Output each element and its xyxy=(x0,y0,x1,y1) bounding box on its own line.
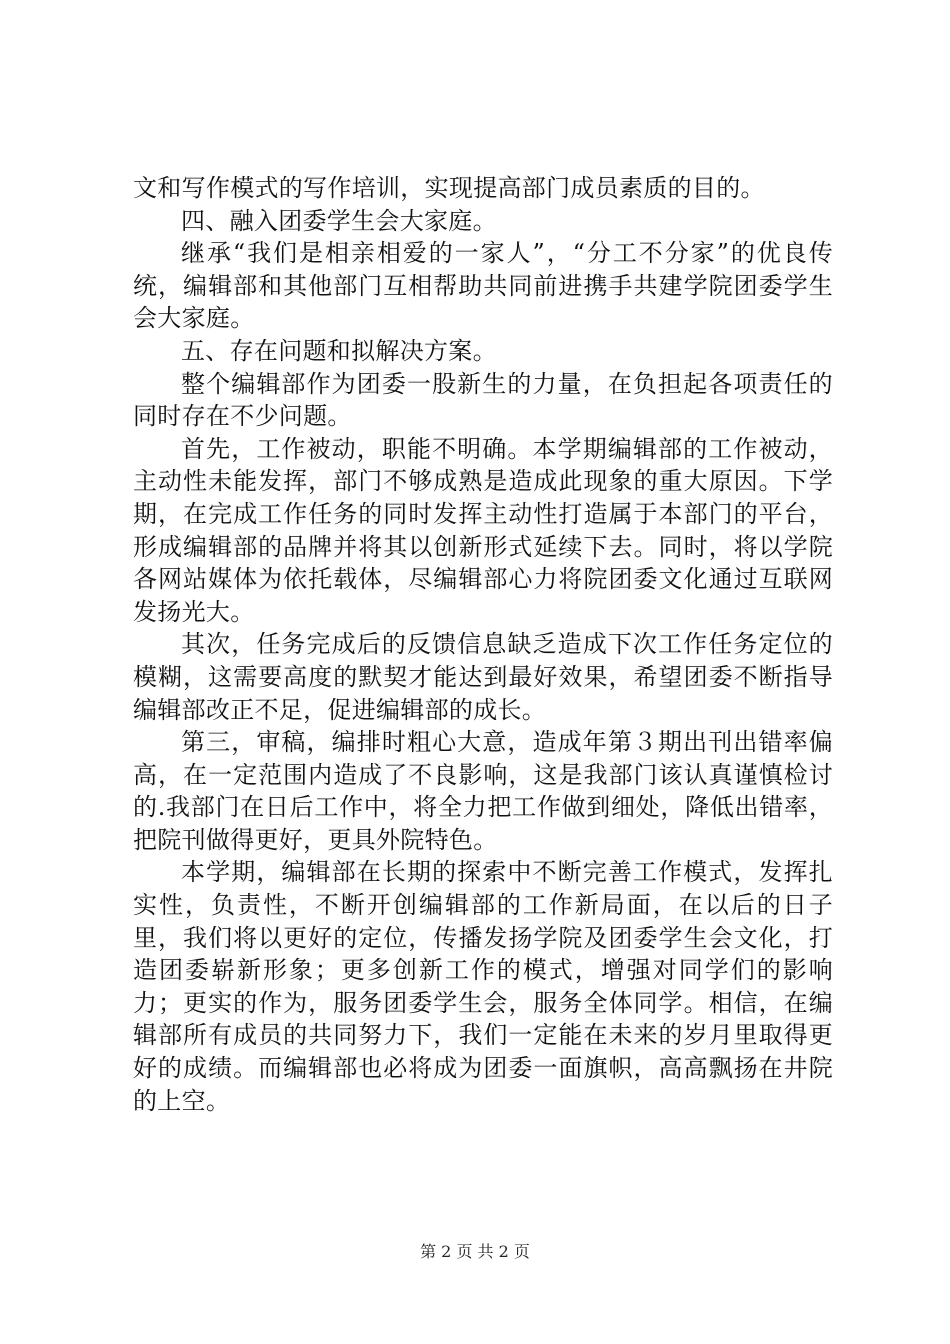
paragraph-continuation: 文和写作模式的写作培训，实现提高部门成员素质的目的。 xyxy=(133,174,765,202)
page-number-footer: 第 2 页 共 2 页 xyxy=(420,1242,530,1261)
paragraph: 整个编辑部作为团委一股新生的力量，在负担起各项责任的同时存在不少问题。 xyxy=(133,369,833,431)
paragraph: 首先，工作被动，职能不明确。本学期编辑部的工作被动，主动性未能发挥，部门不够成熟是造成此现象的重大原因。下学期，在完成工作任务的同时发挥主动性打造属于本部门的平台，形成编辑部的品牌并将其以创新形式延续下去。同时，将以学院各网站媒体为依托载体，尽编辑部心力将院团委文化通过互联网发扬光大。 xyxy=(133,434,833,626)
paragraph: 其次，任务完成后的反馈信息缺乏造成下次工作任务定位的模糊，这需要高度的默契才能达到最好效果，希望团委不断指导编辑部改正不足，促进编辑部的成长。 xyxy=(133,630,833,724)
paragraph: 本学期，编辑部在长期的探索中不断完善工作模式，发挥扎实性，负责性，不断开创编辑部的工作新局面，在以后的日子里，我们将以更好的定位，传播发扬学院及团委学生会文化，打造团委崭新形象；更多创新工作的模式，增强对同学们的影响力；更实的作为，服务团委学生会，服务全体同学。相信，在编辑部所有成员的共同努力下，我们一定能在未来的岁月里取得更好的成绩。而编辑部也必将成为团委一面旗帜，高高飘扬在井院的上空。 xyxy=(133,858,833,1115)
section-heading-four: 四、融入团委学生会大家庭。 xyxy=(181,206,497,235)
section-heading-five: 五、存在问题和拟解决方案。 xyxy=(181,336,497,365)
paragraph: 第三，审稿，编排时粗心大意，造成年第３期出刊出错率偏高，在一定范围内造成了不良影响，这是我部门该认真谨慎检讨的.我部门在日后工作中，将全力把工作做到细处，降低出错率，把院刊做得更好，更具外院特色。 xyxy=(133,728,833,854)
paragraph: 继承“我们是相亲相爱的一家人”，“分工不分家”的优良传统，编辑部和其他部门互相帮助共同前进携手共建学院团委学生会大家庭。 xyxy=(133,239,833,333)
document-body xyxy=(133,172,833,1117)
